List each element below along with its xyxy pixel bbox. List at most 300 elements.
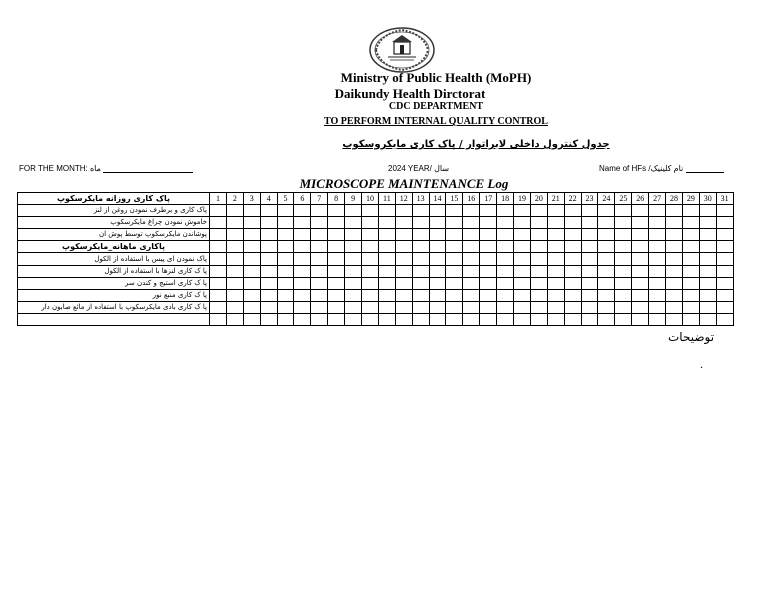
check-cell[interactable]	[615, 217, 632, 229]
check-cell[interactable]	[345, 253, 362, 265]
check-cell[interactable]	[395, 253, 412, 265]
check-cell[interactable]	[547, 241, 564, 253]
check-cell[interactable]	[649, 289, 666, 301]
check-cell[interactable]	[649, 265, 666, 277]
check-cell[interactable]	[632, 253, 649, 265]
check-cell[interactable]	[581, 241, 598, 253]
check-cell[interactable]	[412, 289, 429, 301]
check-cell[interactable]	[682, 229, 699, 241]
check-cell[interactable]	[311, 313, 328, 325]
check-cell[interactable]	[632, 217, 649, 229]
check-cell[interactable]	[564, 277, 581, 289]
check-cell[interactable]	[277, 313, 294, 325]
check-cell[interactable]	[699, 241, 716, 253]
check-cell[interactable]	[345, 205, 362, 217]
check-cell[interactable]	[666, 313, 683, 325]
check-cell[interactable]	[429, 289, 446, 301]
check-cell[interactable]	[446, 277, 463, 289]
check-cell[interactable]	[412, 265, 429, 277]
check-cell[interactable]	[649, 217, 666, 229]
check-cell[interactable]	[328, 277, 345, 289]
check-cell[interactable]	[226, 289, 243, 301]
check-cell[interactable]	[446, 301, 463, 313]
check-cell[interactable]	[378, 229, 395, 241]
check-cell[interactable]	[345, 265, 362, 277]
check-cell[interactable]	[328, 253, 345, 265]
check-cell[interactable]	[260, 277, 277, 289]
check-cell[interactable]	[226, 229, 243, 241]
check-cell[interactable]	[581, 301, 598, 313]
check-cell[interactable]	[260, 253, 277, 265]
check-cell[interactable]	[514, 205, 531, 217]
check-cell[interactable]	[716, 301, 733, 313]
check-cell[interactable]	[260, 205, 277, 217]
check-cell[interactable]	[497, 265, 514, 277]
check-cell[interactable]	[581, 217, 598, 229]
check-cell[interactable]	[395, 241, 412, 253]
check-cell[interactable]	[328, 241, 345, 253]
check-cell[interactable]	[412, 241, 429, 253]
check-cell[interactable]	[277, 217, 294, 229]
check-cell[interactable]	[311, 289, 328, 301]
check-cell[interactable]	[463, 253, 480, 265]
check-cell[interactable]	[260, 217, 277, 229]
check-cell[interactable]	[666, 229, 683, 241]
check-cell[interactable]	[277, 205, 294, 217]
check-cell[interactable]	[277, 229, 294, 241]
check-cell[interactable]	[412, 301, 429, 313]
check-cell[interactable]	[311, 229, 328, 241]
check-cell[interactable]	[277, 301, 294, 313]
check-cell[interactable]	[226, 217, 243, 229]
check-cell[interactable]	[362, 265, 379, 277]
check-cell[interactable]	[497, 301, 514, 313]
check-cell[interactable]	[530, 205, 547, 217]
check-cell[interactable]	[243, 313, 260, 325]
check-cell[interactable]	[666, 265, 683, 277]
check-cell[interactable]	[716, 313, 733, 325]
check-cell[interactable]	[226, 265, 243, 277]
check-cell[interactable]	[446, 229, 463, 241]
check-cell[interactable]	[294, 289, 311, 301]
check-cell[interactable]	[649, 253, 666, 265]
check-cell[interactable]	[345, 289, 362, 301]
check-cell[interactable]	[497, 229, 514, 241]
check-cell[interactable]	[716, 241, 733, 253]
check-cell[interactable]	[666, 289, 683, 301]
check-cell[interactable]	[598, 217, 615, 229]
check-cell[interactable]	[649, 301, 666, 313]
check-cell[interactable]	[514, 253, 531, 265]
check-cell[interactable]	[243, 265, 260, 277]
check-cell[interactable]	[649, 241, 666, 253]
check-cell[interactable]	[581, 289, 598, 301]
check-cell[interactable]	[378, 289, 395, 301]
check-cell[interactable]	[682, 313, 699, 325]
check-cell[interactable]	[412, 205, 429, 217]
check-cell[interactable]	[345, 313, 362, 325]
check-cell[interactable]	[480, 289, 497, 301]
check-cell[interactable]	[564, 301, 581, 313]
check-cell[interactable]	[530, 265, 547, 277]
check-cell[interactable]	[682, 253, 699, 265]
check-cell[interactable]	[480, 205, 497, 217]
check-cell[interactable]	[530, 217, 547, 229]
check-cell[interactable]	[530, 313, 547, 325]
check-cell[interactable]	[210, 253, 227, 265]
check-cell[interactable]	[260, 289, 277, 301]
check-cell[interactable]	[649, 277, 666, 289]
check-cell[interactable]	[514, 241, 531, 253]
check-cell[interactable]	[378, 205, 395, 217]
check-cell[interactable]	[480, 217, 497, 229]
check-cell[interactable]	[362, 205, 379, 217]
check-cell[interactable]	[277, 253, 294, 265]
check-cell[interactable]	[632, 277, 649, 289]
check-cell[interactable]	[598, 205, 615, 217]
check-cell[interactable]	[378, 217, 395, 229]
check-cell[interactable]	[514, 217, 531, 229]
check-cell[interactable]	[294, 313, 311, 325]
check-cell[interactable]	[446, 253, 463, 265]
check-cell[interactable]	[395, 205, 412, 217]
check-cell[interactable]	[429, 301, 446, 313]
check-cell[interactable]	[328, 229, 345, 241]
check-cell[interactable]	[260, 265, 277, 277]
check-cell[interactable]	[328, 217, 345, 229]
check-cell[interactable]	[699, 301, 716, 313]
check-cell[interactable]	[564, 265, 581, 277]
check-cell[interactable]	[243, 277, 260, 289]
check-cell[interactable]	[632, 313, 649, 325]
check-cell[interactable]	[378, 265, 395, 277]
check-cell[interactable]	[226, 313, 243, 325]
check-cell[interactable]	[666, 253, 683, 265]
check-cell[interactable]	[345, 229, 362, 241]
check-cell[interactable]	[514, 277, 531, 289]
check-cell[interactable]	[581, 277, 598, 289]
check-cell[interactable]	[615, 301, 632, 313]
check-cell[interactable]	[666, 205, 683, 217]
check-cell[interactable]	[463, 277, 480, 289]
check-cell[interactable]	[547, 217, 564, 229]
check-cell[interactable]	[311, 241, 328, 253]
check-cell[interactable]	[598, 301, 615, 313]
check-cell[interactable]	[480, 229, 497, 241]
check-cell[interactable]	[615, 313, 632, 325]
check-cell[interactable]	[210, 241, 227, 253]
check-cell[interactable]	[412, 229, 429, 241]
check-cell[interactable]	[395, 313, 412, 325]
check-cell[interactable]	[514, 229, 531, 241]
check-cell[interactable]	[666, 301, 683, 313]
check-cell[interactable]	[277, 289, 294, 301]
check-cell[interactable]	[412, 253, 429, 265]
check-cell[interactable]	[345, 277, 362, 289]
check-cell[interactable]	[666, 217, 683, 229]
check-cell[interactable]	[480, 253, 497, 265]
check-cell[interactable]	[480, 301, 497, 313]
check-cell[interactable]	[243, 253, 260, 265]
check-cell[interactable]	[530, 229, 547, 241]
check-cell[interactable]	[243, 229, 260, 241]
check-cell[interactable]	[463, 229, 480, 241]
check-cell[interactable]	[260, 301, 277, 313]
check-cell[interactable]	[699, 217, 716, 229]
check-cell[interactable]	[682, 277, 699, 289]
check-cell[interactable]	[649, 229, 666, 241]
check-cell[interactable]	[497, 253, 514, 265]
check-cell[interactable]	[615, 229, 632, 241]
check-cell[interactable]	[395, 265, 412, 277]
check-cell[interactable]	[311, 265, 328, 277]
check-cell[interactable]	[497, 205, 514, 217]
check-cell[interactable]	[682, 301, 699, 313]
check-cell[interactable]	[598, 289, 615, 301]
check-cell[interactable]	[598, 277, 615, 289]
check-cell[interactable]	[514, 289, 531, 301]
check-cell[interactable]	[666, 241, 683, 253]
check-cell[interactable]	[632, 301, 649, 313]
check-cell[interactable]	[294, 265, 311, 277]
check-cell[interactable]	[463, 241, 480, 253]
check-cell[interactable]	[682, 265, 699, 277]
check-cell[interactable]	[564, 241, 581, 253]
check-cell[interactable]	[682, 217, 699, 229]
check-cell[interactable]	[395, 301, 412, 313]
check-cell[interactable]	[362, 217, 379, 229]
check-cell[interactable]	[463, 217, 480, 229]
check-cell[interactable]	[395, 277, 412, 289]
check-cell[interactable]	[598, 241, 615, 253]
check-cell[interactable]	[362, 301, 379, 313]
check-cell[interactable]	[649, 205, 666, 217]
check-cell[interactable]	[378, 253, 395, 265]
check-cell[interactable]	[311, 205, 328, 217]
check-cell[interactable]	[530, 301, 547, 313]
check-cell[interactable]	[598, 265, 615, 277]
check-cell[interactable]	[260, 313, 277, 325]
check-cell[interactable]	[581, 265, 598, 277]
check-cell[interactable]	[226, 241, 243, 253]
check-cell[interactable]	[581, 313, 598, 325]
check-cell[interactable]	[311, 277, 328, 289]
check-cell[interactable]	[547, 229, 564, 241]
check-cell[interactable]	[530, 241, 547, 253]
check-cell[interactable]	[429, 277, 446, 289]
check-cell[interactable]	[615, 289, 632, 301]
check-cell[interactable]	[226, 277, 243, 289]
check-cell[interactable]	[632, 229, 649, 241]
check-cell[interactable]	[243, 301, 260, 313]
check-cell[interactable]	[362, 229, 379, 241]
check-cell[interactable]	[699, 289, 716, 301]
check-cell[interactable]	[564, 229, 581, 241]
check-cell[interactable]	[463, 313, 480, 325]
check-cell[interactable]	[311, 301, 328, 313]
check-cell[interactable]	[716, 253, 733, 265]
check-cell[interactable]	[446, 217, 463, 229]
check-cell[interactable]	[328, 265, 345, 277]
check-cell[interactable]	[210, 217, 227, 229]
check-cell[interactable]	[564, 217, 581, 229]
check-cell[interactable]	[260, 229, 277, 241]
check-cell[interactable]	[362, 289, 379, 301]
check-cell[interactable]	[446, 313, 463, 325]
check-cell[interactable]	[294, 253, 311, 265]
check-cell[interactable]	[378, 301, 395, 313]
check-cell[interactable]	[395, 217, 412, 229]
check-cell[interactable]	[615, 205, 632, 217]
check-cell[interactable]	[716, 289, 733, 301]
check-cell[interactable]	[699, 229, 716, 241]
check-cell[interactable]	[632, 289, 649, 301]
check-cell[interactable]	[514, 313, 531, 325]
check-cell[interactable]	[362, 241, 379, 253]
check-cell[interactable]	[615, 253, 632, 265]
check-cell[interactable]	[598, 313, 615, 325]
check-cell[interactable]	[446, 205, 463, 217]
check-cell[interactable]	[716, 217, 733, 229]
check-cell[interactable]	[277, 277, 294, 289]
check-cell[interactable]	[429, 313, 446, 325]
check-cell[interactable]	[564, 313, 581, 325]
check-cell[interactable]	[581, 253, 598, 265]
check-cell[interactable]	[547, 289, 564, 301]
check-cell[interactable]	[547, 313, 564, 325]
check-cell[interactable]	[547, 205, 564, 217]
check-cell[interactable]	[530, 253, 547, 265]
check-cell[interactable]	[446, 241, 463, 253]
check-cell[interactable]	[328, 313, 345, 325]
check-cell[interactable]	[446, 289, 463, 301]
check-cell[interactable]	[480, 241, 497, 253]
check-cell[interactable]	[497, 217, 514, 229]
check-cell[interactable]	[497, 313, 514, 325]
check-cell[interactable]	[530, 289, 547, 301]
check-cell[interactable]	[294, 205, 311, 217]
check-cell[interactable]	[666, 277, 683, 289]
check-cell[interactable]	[345, 241, 362, 253]
check-cell[interactable]	[429, 265, 446, 277]
check-cell[interactable]	[547, 253, 564, 265]
check-cell[interactable]	[395, 229, 412, 241]
check-cell[interactable]	[243, 289, 260, 301]
check-cell[interactable]	[716, 229, 733, 241]
check-cell[interactable]	[514, 265, 531, 277]
check-cell[interactable]	[362, 253, 379, 265]
check-cell[interactable]	[412, 277, 429, 289]
check-cell[interactable]	[311, 253, 328, 265]
check-cell[interactable]	[243, 217, 260, 229]
check-cell[interactable]	[699, 265, 716, 277]
check-cell[interactable]	[210, 265, 227, 277]
check-cell[interactable]	[328, 301, 345, 313]
check-cell[interactable]	[210, 289, 227, 301]
check-cell[interactable]	[210, 205, 227, 217]
check-cell[interactable]	[243, 241, 260, 253]
check-cell[interactable]	[210, 277, 227, 289]
check-cell[interactable]	[480, 277, 497, 289]
check-cell[interactable]	[226, 205, 243, 217]
check-cell[interactable]	[463, 205, 480, 217]
check-cell[interactable]	[581, 205, 598, 217]
check-cell[interactable]	[530, 277, 547, 289]
check-cell[interactable]	[429, 229, 446, 241]
check-cell[interactable]	[226, 301, 243, 313]
check-cell[interactable]	[497, 289, 514, 301]
check-cell[interactable]	[480, 313, 497, 325]
check-cell[interactable]	[632, 241, 649, 253]
check-cell[interactable]	[463, 289, 480, 301]
check-cell[interactable]	[328, 289, 345, 301]
check-cell[interactable]	[328, 205, 345, 217]
check-cell[interactable]	[243, 205, 260, 217]
check-cell[interactable]	[716, 205, 733, 217]
check-cell[interactable]	[699, 313, 716, 325]
check-cell[interactable]	[632, 265, 649, 277]
check-cell[interactable]	[497, 241, 514, 253]
check-cell[interactable]	[615, 277, 632, 289]
check-cell[interactable]	[682, 289, 699, 301]
check-cell[interactable]	[699, 253, 716, 265]
check-cell[interactable]	[378, 277, 395, 289]
check-cell[interactable]	[480, 265, 497, 277]
check-cell[interactable]	[260, 241, 277, 253]
check-cell[interactable]	[395, 289, 412, 301]
check-cell[interactable]	[412, 217, 429, 229]
check-cell[interactable]	[345, 301, 362, 313]
check-cell[interactable]	[210, 301, 227, 313]
check-cell[interactable]	[682, 241, 699, 253]
check-cell[interactable]	[210, 229, 227, 241]
check-cell[interactable]	[362, 277, 379, 289]
check-cell[interactable]	[210, 313, 227, 325]
check-cell[interactable]	[497, 277, 514, 289]
check-cell[interactable]	[378, 241, 395, 253]
check-cell[interactable]	[564, 289, 581, 301]
check-cell[interactable]	[615, 265, 632, 277]
check-cell[interactable]	[277, 265, 294, 277]
check-cell[interactable]	[294, 229, 311, 241]
check-cell[interactable]	[632, 205, 649, 217]
check-cell[interactable]	[564, 205, 581, 217]
check-cell[interactable]	[345, 217, 362, 229]
check-cell[interactable]	[598, 229, 615, 241]
check-cell[interactable]	[226, 253, 243, 265]
check-cell[interactable]	[446, 265, 463, 277]
check-cell[interactable]	[294, 301, 311, 313]
check-cell[interactable]	[716, 277, 733, 289]
check-cell[interactable]	[362, 313, 379, 325]
check-cell[interactable]	[378, 313, 395, 325]
check-cell[interactable]	[649, 313, 666, 325]
check-cell[interactable]	[615, 241, 632, 253]
check-cell[interactable]	[294, 241, 311, 253]
check-cell[interactable]	[294, 277, 311, 289]
check-cell[interactable]	[412, 313, 429, 325]
check-cell[interactable]	[514, 301, 531, 313]
check-cell[interactable]	[699, 277, 716, 289]
check-cell[interactable]	[277, 241, 294, 253]
check-cell[interactable]	[716, 265, 733, 277]
check-cell[interactable]	[463, 301, 480, 313]
check-cell[interactable]	[581, 229, 598, 241]
check-cell[interactable]	[463, 265, 480, 277]
check-cell[interactable]	[429, 217, 446, 229]
check-cell[interactable]	[598, 253, 615, 265]
check-cell[interactable]	[294, 217, 311, 229]
